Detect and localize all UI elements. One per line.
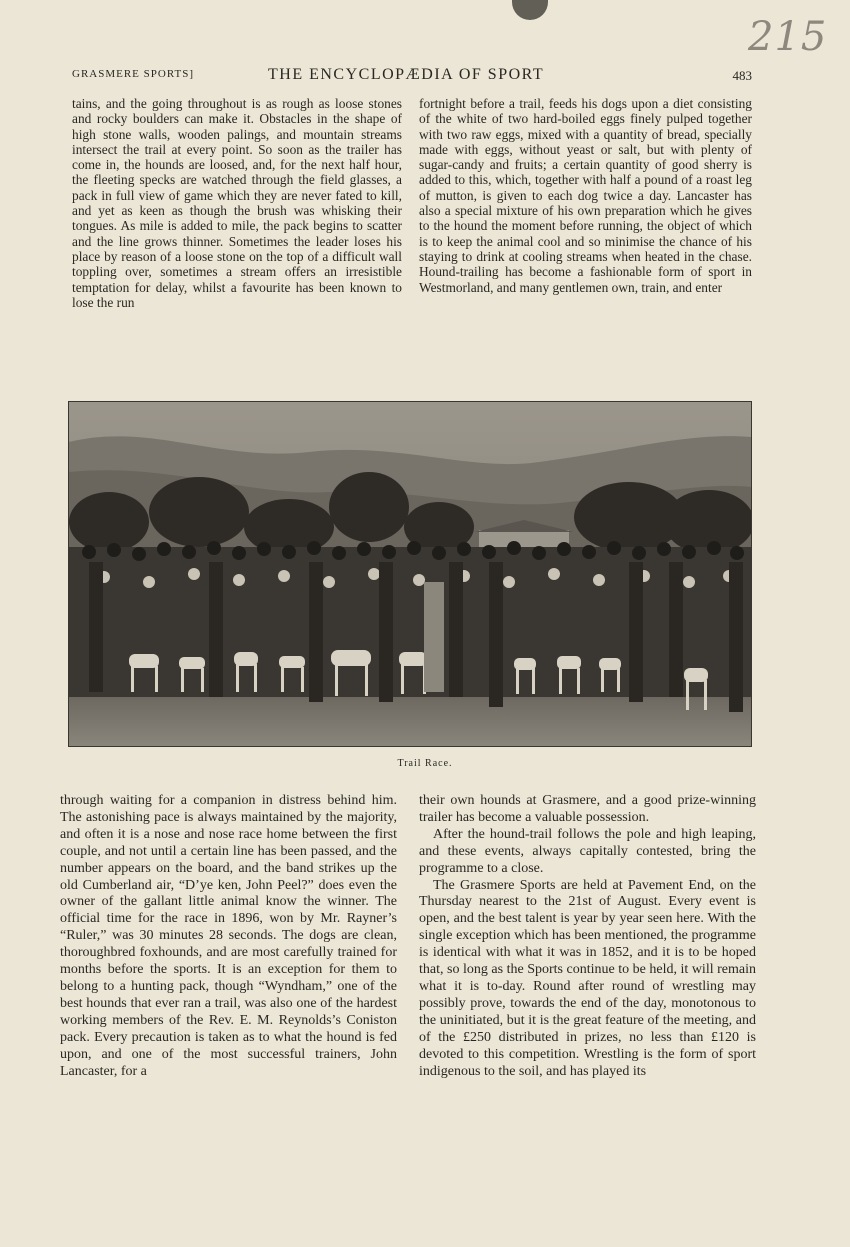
top-left-column [72, 96, 402, 310]
page-number: 483 [732, 68, 752, 83]
paragraph: The Grasmere Sports are held at Pavement End, on the Thursday nearest to the 21st of August. Every event is open, and the best talent is year by year seen here. With the single exception which has been mentioned, the programme is identical with what it was in 1852, and it is to be hoped that, so long as the Sports continue to be held, it will remain what it is to-day. Round after round of wrestling may possibly prove, towards the end of the day, monotonous to the uninitiated, but it is the great feature of the meeting, and of the £250 distributed in prizes, no less than £120 is devoted to this competition. Wrestling is the form of sport indigenous to the soil, and has played its [419, 877, 756, 1079]
paragraph: fortnight before a trail, feeds his dogs upon a diet consisting of the white of two hard-boiled eggs finely pulped together with two raw eggs, mixed with a quantity of bread, specially made with eggs, without yeast or salt, but with plenty of sugar-candy and fruits; a certain quantity of good sherry is added to this, which, together with half a pound of a roast leg of mutton, is given to each dog twice a day. Lancaster has also a special mixture of his own preparation which he gives to the hound the moment before running, the object of which is to keep the animal cool and so minimise the chance of his staying to drink at cooling streams when heated in the chase. Hound-trailing has become a fashionable form of sport in Westmorland, and many gentlemen own, train, and enter [419, 96, 752, 295]
running-head: GRASMERE SPORTS] [72, 68, 195, 80]
paragraph: tains, and the going throughout is as rough as loose stones and rocky boulders can make it. Obstacles in the shape of high stone walls, wooden palings, and mountain streams intersect the trail at every point. So soon as the trailer has come in, the hounds are loosed, and, for the next half hour, the fleeting specks are watched through the field glasses, a pack in full view of game which they are never fated to kill, and yet as keen as though the brush was whisking their tongues. As mile is added to mile, the pack begins to scatter and the line grows thinner. Sometimes the leader loses his place by reason of a loose stone on the top of a difficult wall toppling over, sometimes a stream offers an irresistible temptation for delay, whilst a favourite has been known to lose the run [72, 96, 402, 310]
paragraph: After the hound-trail follows the pole and high leaping, and these events, always capitally contested, bring the programme to a close. [419, 826, 756, 876]
paragraph: their own hounds at Grasmere, and a good prize-winning trailer has become a valuable possession. [419, 793, 756, 825]
trail-race-photograph [68, 401, 752, 747]
paragraph: through waiting for a companion in distress behind him. The astonishing pace is always maintained by the majority, and often it is a nose and nose race home between the first couple, and not until a certain line has been passed, and the number appears on the board, and the band strikes up the old Cumberland air, “D’ye ken, John Peel?” does even the owner of the gallant little animal know the winner. The official time for the race in 1896, won by Mr. Rayner’s “Ruler,” was 30 minutes 28 seconds. The dogs are clean, thoroughbred foxhounds, and are most carefully trained for months before the sports. It is an exception for them to belong to a hunting pack, though “Wyndham,” one of the best hounds that ever ran a trail, was also one of the hardest working members of the Rev. E. M. Reynolds’s Coniston pack. Every precaution is taken as to what the hound is fed upon, and one of the most successful trainers, John Lancaster, for a [60, 793, 397, 1079]
figure-caption: Trail Race. [397, 758, 453, 769]
photograph-illustration [69, 402, 751, 746]
binding-mark [512, 0, 548, 20]
bottom-left-column [60, 793, 397, 1080]
journal-title: THE ENCYCLOPÆDIA OF SPORT [268, 66, 545, 83]
bottom-right-column [419, 793, 756, 1080]
handwritten-page-note: 215 [748, 14, 828, 60]
top-right-column [419, 96, 752, 295]
page-header [72, 66, 752, 88]
